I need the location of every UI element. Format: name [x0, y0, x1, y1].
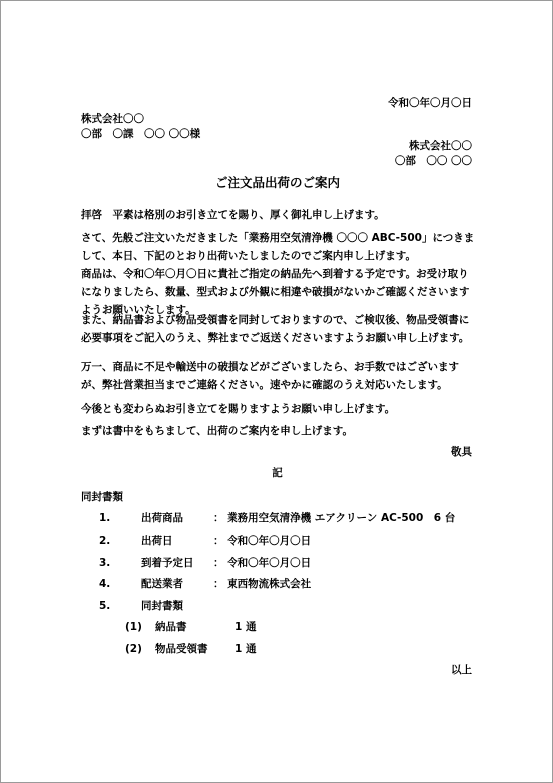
list-item [99, 533, 311, 548]
paragraph-shipment: さて、先般ご注文いただきました「業務用空気清浄機 〇〇〇 ABC-500」につきまして、本日、下記のとおり出荷いたしましたのでご案内申し上げます。 [81, 232, 475, 262]
sub-item-number: (2) [125, 643, 142, 655]
paragraph-greeting: 拝啓 平素は格別のお引き立てを賜り、厚く御礼申し上げます。 [81, 209, 385, 221]
sub-item-quantity: 1 通 [235, 621, 257, 633]
enclosure-heading: 同封書類 [81, 491, 123, 503]
sub-item-label: 納品書 [155, 621, 187, 633]
item-separator: ： [213, 557, 224, 569]
paragraph-closing-note: まずは書中をもちまして、出荷のご案内を申し上げます。 [81, 425, 353, 437]
item-value: 令和〇年〇月〇日 [227, 535, 312, 547]
paragraph-arrival: 商品は、令和〇年〇月〇日に貴社ご指定の納品先へ到着する予定です。お受け取りになりましたら、数量、型式および外観に相違や破損がないかご確認くださいますようお願いいたします。 [81, 268, 470, 316]
item-value: 業務用空気清浄機 エアクリーン AC-500 6 台 [227, 512, 456, 524]
letter-date: 令和〇年〇月〇日 [388, 97, 472, 109]
recipient-person: 〇部 〇課 〇〇 〇〇様 [81, 128, 201, 140]
sub-list-item [125, 619, 256, 634]
item-separator: ： [213, 578, 224, 590]
sub-item-label: 物品受領書 [155, 643, 208, 655]
paragraph-damage: 万一、商品に不足や輸送中の破損などがございましたら、お手数ではございますが、弊社営業担当までご連絡ください。速やかに確認のうえ対応いたします。 [81, 361, 459, 391]
list-item [99, 510, 455, 525]
sender-person: 〇部 〇〇 〇〇 [394, 155, 472, 167]
record-mark: 記 [272, 467, 283, 479]
item-separator: ： [213, 512, 224, 524]
item-value: 令和〇年〇月〇日 [227, 557, 312, 569]
item-number: 5. [99, 600, 111, 612]
recipient-company: 株式会社〇〇 [81, 113, 144, 125]
closing-mark: 敬具 [451, 446, 472, 458]
document-title: ご注文品出荷のご案内 [214, 175, 340, 190]
sub-item-number: (1) [125, 621, 142, 633]
list-item [99, 555, 311, 570]
list-item [99, 598, 213, 613]
end-mark: 以上 [451, 664, 472, 676]
sender-company: 株式会社〇〇 [409, 140, 472, 152]
item-number: 1. [99, 512, 111, 524]
item-number: 4. [99, 578, 111, 590]
item-number: 2. [99, 535, 111, 547]
paragraph-thanks: 今後とも変わらぬお引き立てを賜りますようお願い申し上げます。 [81, 403, 396, 415]
sub-list-item [125, 641, 256, 656]
item-number: 3. [99, 557, 111, 569]
item-label: 到着予定日 [141, 557, 194, 569]
list-item [99, 576, 311, 591]
item-label: 出荷日 [141, 535, 173, 547]
item-label: 出荷商品 [141, 512, 183, 524]
item-separator: ： [213, 535, 224, 547]
item-value: 東西物流株式会社 [227, 578, 312, 590]
sub-item-quantity: 1 通 [235, 643, 257, 655]
paragraph-receipt: また、納品書および物品受領書を同封しておりますので、ご検収後、物品受領書に必要事項をご記入のうえ、弊社までご返送くださいますようお願い申し上げます。 [81, 314, 470, 344]
item-label: 同封書類 [141, 600, 183, 612]
item-label: 配送業者 [141, 578, 183, 590]
